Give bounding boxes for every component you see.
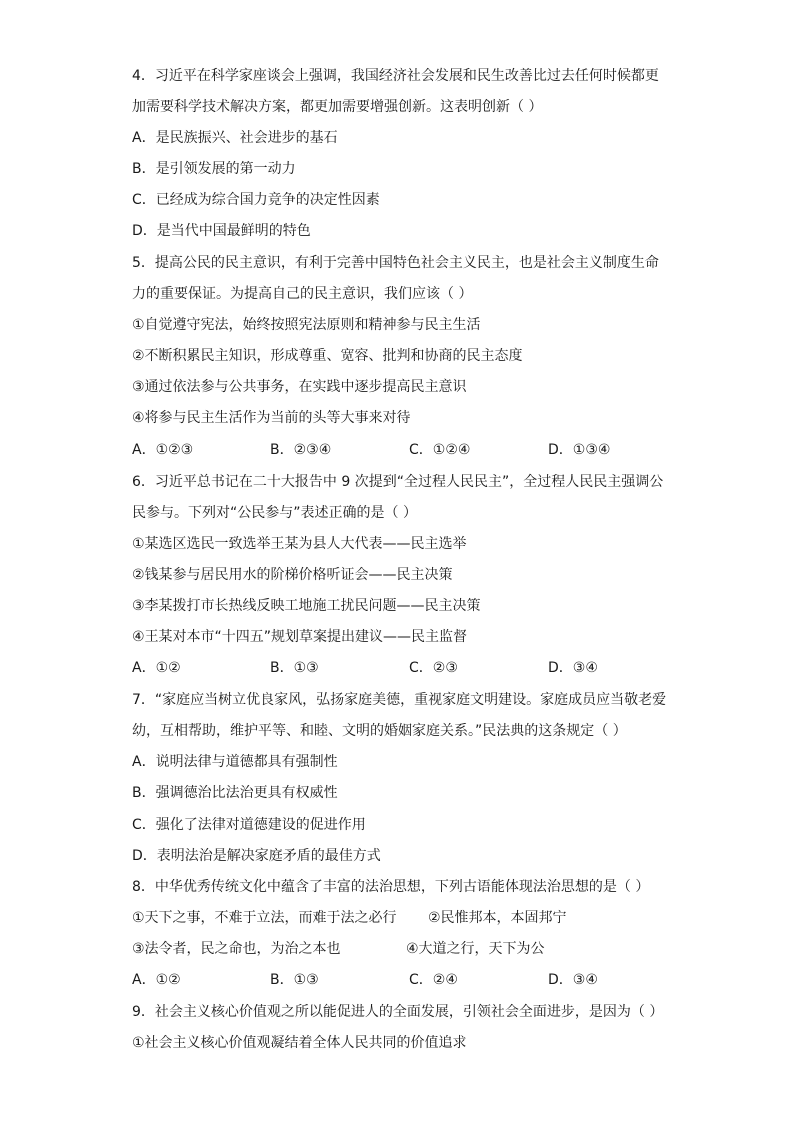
q8-item-1: ①天下之事，不难于立法，而难于法之必行 [132,910,397,926]
q7-stem-line1: 7．“家庭应当树立优良家风，弘扬家庭美德，重视家庭文明建设。家庭成员应当敬老爱 [132,692,667,708]
q4-option-d: D．是当代中国最鲜明的特色 [132,223,311,239]
q8-stem: 8．中华优秀传统文化中蕴含了丰富的法治思想，下列古语能体现法治思想的是（ ） [132,879,650,895]
q5-choice-b: B．②③④ [270,442,332,458]
q8-choice-c: C．②④ [409,972,458,988]
q7-option-a: A．说明法律与道德都具有强制性 [132,754,338,770]
q6-choice-a: A．①② [132,660,181,676]
q5-stem-line1: 5．提高公民的民主意识，有利于完善中国特色社会主义民主，也是社会主义制度生命 [132,255,659,271]
q6-item-4: ④王某对本市“十四五”规划草案提出建议——民主监督 [132,629,468,645]
q6-stem-line1: 6．习近平总书记在二十大报告中 9 次提到“全过程人民民主”，全过程人民民主强调公 [132,474,664,490]
q4-stem-line1: 4．习近平在科学家座谈会上强调，我国经济社会发展和民生改善比过去任何时候都更 [132,68,659,84]
q7-option-d: D．表明法治是解决家庭矛盾的最佳方式 [132,848,381,864]
q4-option-c: C．已经成为综合国力竞争的决定性因素 [132,192,380,208]
q6-item-1: ①某选区选民一致选举王某为县人大代表——民主选举 [132,536,467,552]
q4-option-a: A．是民族振兴、社会进步的基石 [132,130,338,146]
q5-stem-line2: 力的重要保证。为提高自己的民主意识，我们应该（ ） [132,286,473,302]
q8-choice-d: D．③④ [548,972,598,988]
q5-item-3: ③通过依法参与公共事务，在实践中逐步提高民主意识 [132,379,467,395]
q4-stem-line2: 加需要科学技术解决方案，都更加需要增强创新。这表明创新（ ） [132,99,543,115]
q5-item-4: ④将参与民主生活作为当前的头等大事来对待 [132,410,411,426]
q8-item-2: ②民惟邦本，本固邦宁 [428,910,567,926]
q5-choice-c: C．①②④ [409,442,471,458]
q7-stem-line2: 幼，互相帮助，维护平等、和睦、文明的婚姻家庭关系。”民法典的这条规定（ ） [132,723,627,739]
q8-item-4: ④大道之行，天下为公 [406,941,545,957]
q8-choice-b: B．①③ [270,972,319,988]
q6-item-2: ②钱某参与居民用水的阶梯价格听证会——民主决策 [132,567,453,583]
q8-choice-a: A．①② [132,972,181,988]
q7-option-b: B．强调德治比法治更具有权威性 [132,785,338,801]
q5-choice-a: A．①②③ [132,442,194,458]
q8-item-3: ③法令者，民之命也，为治之本也 [132,941,341,957]
q7-option-c: C．强化了法律对道德建设的促进作用 [132,817,366,833]
q6-choice-b: B．①③ [270,660,319,676]
q9-item-1: ①社会主义核心价值观凝结着全体人民共同的价值追求 [132,1035,467,1051]
q6-choice-c: C．②③ [409,660,458,676]
q5-choice-d: D．①③④ [548,442,611,458]
q9-stem: 9．社会主义核心价值观之所以能促进人的全面发展，引领社会全面进步，是因为（ ） [132,1004,664,1020]
q4-option-b: B．是引领发展的第一动力 [132,161,296,177]
q6-choice-d: D．③④ [548,660,598,676]
q5-item-2: ②不断积累民主知识，形成尊重、宽容、批判和协商的民主态度 [132,348,523,364]
q6-item-3: ③李某拨打市长热线反映工地施工扰民问题——民主决策 [132,598,481,614]
q6-stem-line2: 民参与。下列对“公民参与”表述正确的是（ ） [132,505,417,521]
q5-item-1: ①自觉遵守宪法，始终按照宪法原则和精神参与民主生活 [132,317,481,333]
